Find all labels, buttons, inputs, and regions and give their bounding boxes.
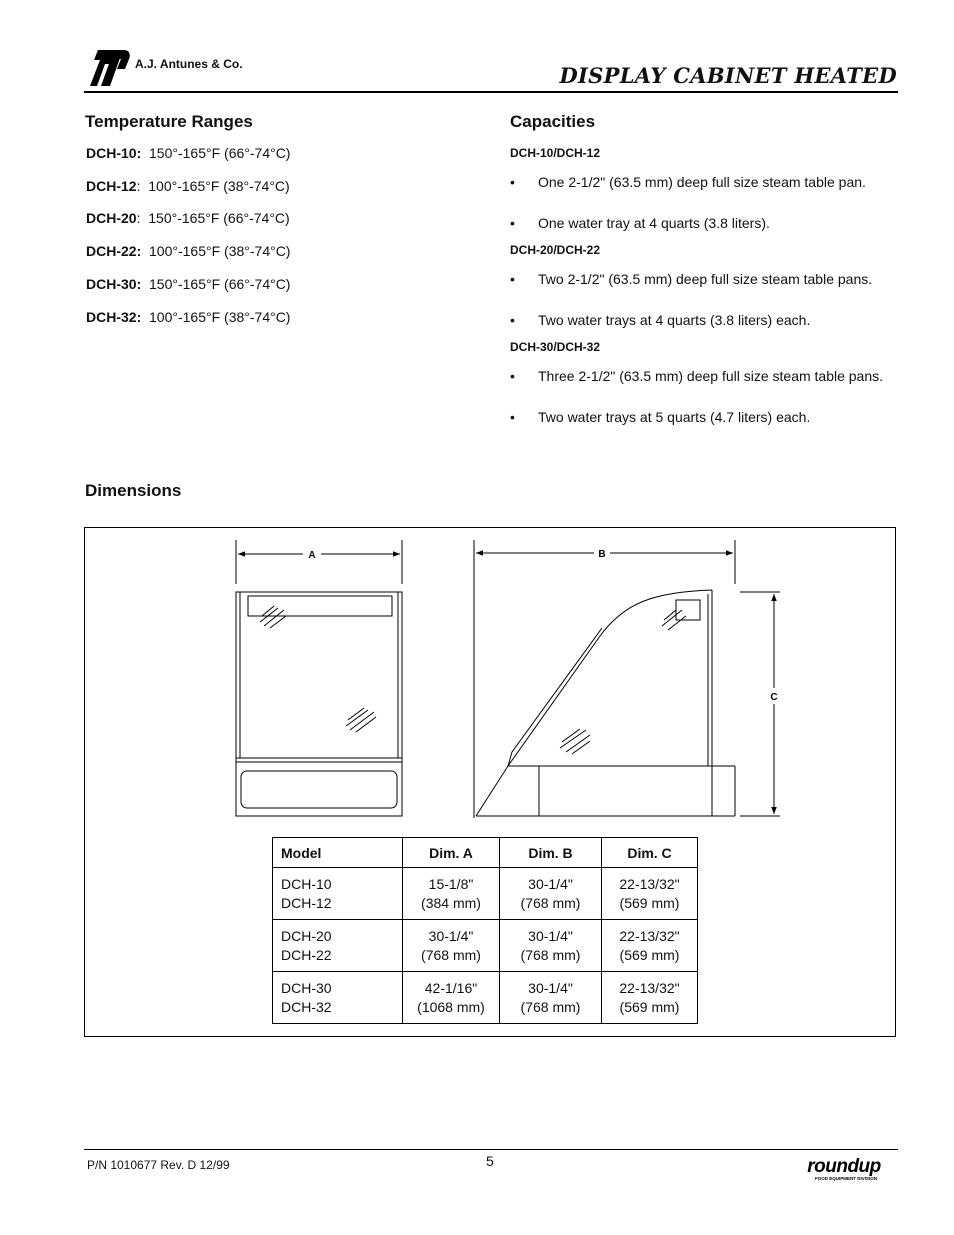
table-row (273, 868, 698, 920)
temperature-range: : 100°-165°F (38°-74°C) (136, 178, 290, 194)
temperature-row (86, 145, 290, 161)
aj-antunes-logo-icon (84, 48, 132, 88)
temperature-range: 150°-165°F (66°-74°C) (149, 145, 291, 161)
table-row (273, 972, 698, 1024)
column-header-dim-c: Dim. C (602, 838, 698, 868)
table-cell: 22-13/32" (569 mm) (602, 920, 698, 972)
cabinet-dimension-drawing (84, 527, 896, 827)
header-divider (84, 91, 898, 93)
company-name: A.J. Antunes & Co. (135, 57, 243, 71)
temperature-row (86, 210, 290, 226)
temperature-range: 150°-165°F (66°-74°C) (149, 276, 291, 292)
capacity-bullet-item: • One 2-1/2" (63.5 mm) deep full size steam table pan. (510, 174, 866, 190)
bullet-icon: • (510, 271, 515, 287)
dimension-a-line (236, 540, 402, 584)
table-cell: 30-1/4" (768 mm) (500, 972, 602, 1024)
table-cell: 22-13/32" (569 mm) (602, 972, 698, 1024)
table-cell: DCH-20 DCH-22 (273, 920, 403, 972)
temperature-model: DCH-12 (86, 178, 137, 194)
temperature-range: 100°-165°F (38°-74°C) (149, 309, 291, 325)
brand-wordmark: roundup (807, 1156, 881, 1177)
temperature-range: : 150°-165°F (66°-74°C) (136, 210, 290, 226)
capacity-bullet-item: • Two water trays at 4 quarts (3.8 liters) each. (510, 312, 811, 328)
column-header-dim-a: Dim. A (403, 838, 500, 868)
capacity-group-label: DCH-10/DCH-12 (510, 146, 601, 160)
roundup-logo-icon (790, 1156, 898, 1182)
temperature-model: DCH-20 (86, 210, 137, 226)
temperature-model: DCH-30: (86, 276, 142, 292)
capacity-group-label: DCH-20/DCH-22 (510, 243, 601, 257)
temperature-model: DCH-10: (86, 145, 142, 161)
dimension-c-label: C (770, 692, 778, 703)
table-cell: 42-1/16" (1068 mm) (403, 972, 500, 1024)
temperature-row (86, 309, 290, 325)
temperature-row (86, 178, 290, 194)
page-number: 5 (486, 1153, 494, 1169)
brand-subtitle: FOOD EQUIPMENT DIVISION (814, 1176, 878, 1181)
dimensions-table (272, 837, 698, 1024)
table-cell: 15-1/8" (384 mm) (403, 868, 500, 920)
temperature-ranges-heading: Temperature Ranges (85, 112, 253, 131)
column-header-model: Model (273, 838, 403, 868)
dimension-b-line (474, 540, 735, 818)
capacity-bullet-item: • Two 2-1/2" (63.5 mm) deep full size steam table pans. (510, 271, 873, 287)
bullet-icon: • (510, 409, 515, 425)
bullet-icon: • (510, 368, 515, 384)
column-header-dim-b: Dim. B (500, 838, 602, 868)
table-cell: 30-1/4" (768 mm) (500, 868, 602, 920)
table-cell: DCH-10 DCH-12 (273, 868, 403, 920)
capacity-bullet-item: • One water tray at 4 quarts (3.8 liters). (510, 215, 770, 231)
temperature-range: 100°-165°F (38°-74°C) (149, 243, 291, 259)
table-cell: 22-13/32" (569 mm) (602, 868, 698, 920)
bullet-icon: • (510, 215, 515, 231)
bullet-icon: • (510, 312, 515, 328)
dimensions-heading: Dimensions (85, 481, 182, 500)
capacity-bullet-item: • Three 2-1/2" (63.5 mm) deep full size steam table pans. (510, 368, 884, 384)
dimension-a-label: A (308, 550, 316, 561)
capacity-bullet-item: • Two water trays at 5 quarts (4.7 liters) each. (510, 409, 811, 425)
part-number: P/N 1010677 Rev. D 12/99 (87, 1158, 230, 1172)
dimension-c-line (740, 592, 780, 816)
temperature-model: DCH-22: (86, 243, 142, 259)
footer-divider (84, 1149, 898, 1150)
side-view (476, 590, 735, 816)
table-row (273, 920, 698, 972)
temperature-model: DCH-32: (86, 309, 142, 325)
temperature-row (86, 243, 290, 259)
bullet-icon: • (510, 174, 515, 190)
front-view (236, 592, 402, 816)
table-cell: DCH-30 DCH-32 (273, 972, 403, 1024)
table-cell: 30-1/4" (768 mm) (403, 920, 500, 972)
table-header-row (273, 838, 698, 868)
temperature-row (86, 276, 290, 292)
capacities-heading: Capacities (510, 112, 596, 131)
document-title: DISPLAY CABINET HEATED (559, 63, 897, 88)
capacity-group-label: DCH-30/DCH-32 (510, 340, 601, 354)
dimension-b-label: B (598, 549, 606, 560)
table-cell: 30-1/4" (768 mm) (500, 920, 602, 972)
